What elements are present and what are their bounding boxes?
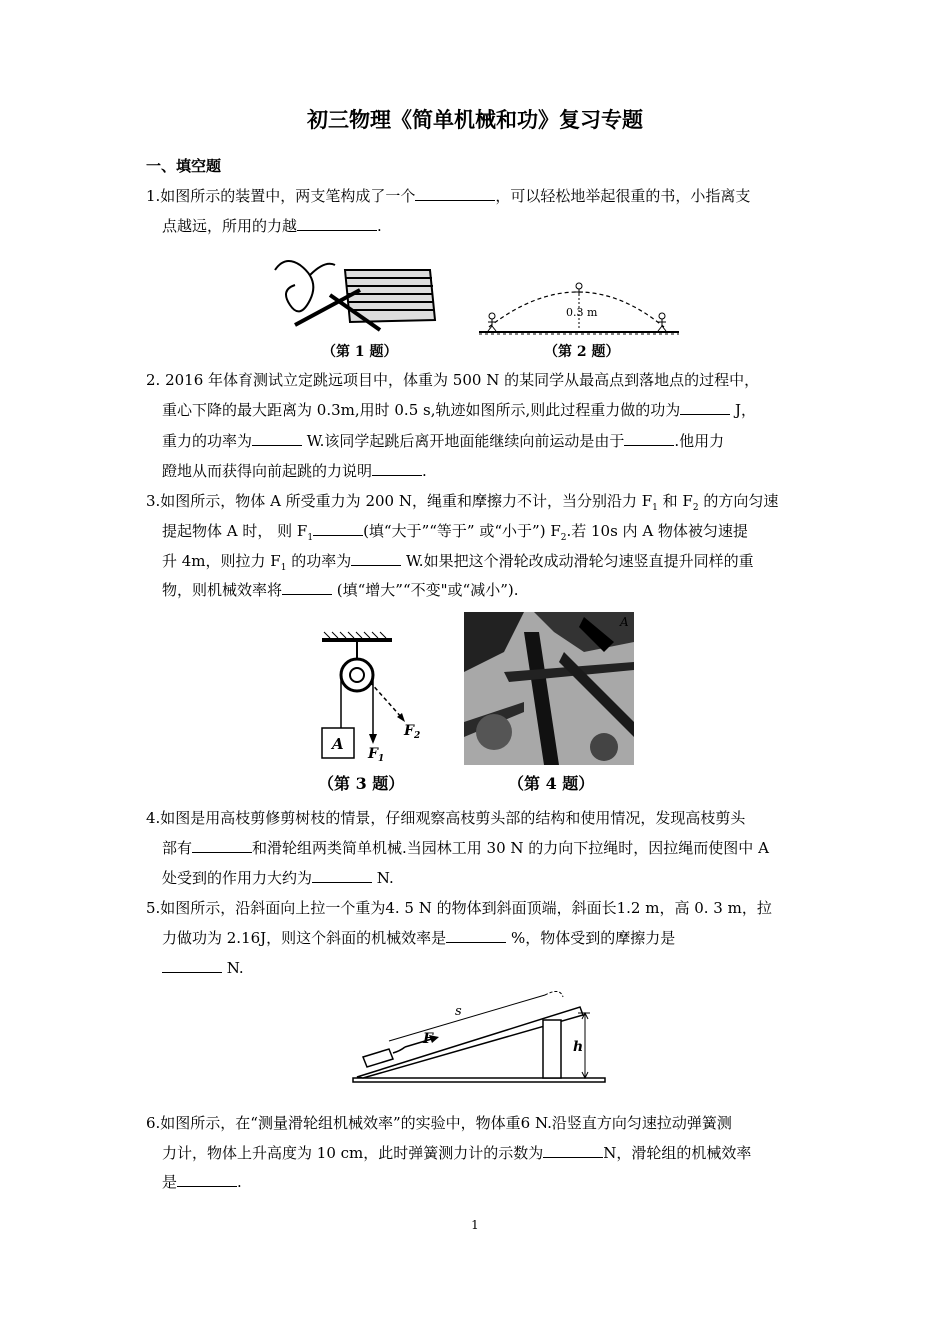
- answer-blank[interactable]: [624, 431, 674, 446]
- q6-line1: 6.如图所示，在“测量滑轮组机械效率”的实验中，物体重6 N.沿竖直方向匀速拉动弹簧测: [146, 1114, 732, 1132]
- answer-blank[interactable]: [372, 461, 422, 476]
- figure-4-label: A: [620, 615, 629, 629]
- answer-blank[interactable]: [313, 521, 363, 536]
- answer-blank[interactable]: [415, 186, 495, 201]
- q2-line2: 重心下降的最大距离为 0.3m,用时 0.5 s,轨迹如图所示,则此过程重力做的功为 J，: [162, 401, 757, 419]
- q3-line2: 提起物体 A 时， 则 $F_1$ (填“大于”“等于” 或“小于”) $F_2$.若 10s 内 A 物体被匀速提: [162, 522, 748, 543]
- figure-4-tree-pruner-photo: [464, 612, 634, 765]
- figure-4-caption: （第 4 题）: [508, 774, 595, 793]
- answer-blank[interactable]: [162, 958, 222, 973]
- figure-2-jump-trajectory: [474, 272, 684, 337]
- q1-line2: 点越远，所用的力越 .: [162, 217, 382, 235]
- q3-line3: 升 4m，则拉力 $F_1$ 的功率为 W.如果把这个滑轮改成动滑轮匀速竖直提升同样的重: [162, 552, 754, 573]
- q5-line2: 力做功为 2.16J，则这个斜面的机械效率是 %，物体受到的摩擦力是: [162, 929, 676, 947]
- q3-line1: 3.如图所示，物体 A 所受重力为 200 N，绳重和摩擦力不计，当分别沿力 $F_1$ 和 $F_2$ 的方向匀速: [146, 492, 779, 513]
- answer-blank[interactable]: [282, 580, 332, 595]
- q4-line1: 4.如图是用高枝剪修剪树枝的情景，仔细观察高枝剪头部的结构和使用情况，发现高枝剪头: [146, 809, 746, 827]
- q2-line1: 2. 2016 年体育测试立定跳远项目中，体重为 500 N 的某同学从最高点到落地点的过程中，: [146, 371, 760, 389]
- answer-blank[interactable]: [252, 431, 302, 446]
- q1-line1: 1.如图所示的装置中，两支笔构成了一个 ，可以轻松地举起很重的书，小指离支: [146, 187, 751, 205]
- figure-2-label: 0.3 m: [566, 306, 598, 319]
- answer-blank[interactable]: [446, 928, 506, 943]
- page-number: 1: [471, 1218, 479, 1232]
- answer-blank[interactable]: [312, 868, 372, 883]
- q6-line2: 力计，物体上升高度为 10 cm，此时弹簧测力计的示数为 N，滑轮组的机械效率: [162, 1144, 752, 1162]
- figure-3-caption: （第 3 题）: [318, 774, 405, 793]
- answer-blank[interactable]: [297, 216, 377, 231]
- answer-blank[interactable]: [192, 838, 252, 853]
- section-heading: 一、填空题: [146, 157, 222, 175]
- q2-line3: 重力的功率为 W.该同学起跳后离开地面能继续向前运动是由于 .他用力: [162, 432, 725, 450]
- answer-blank[interactable]: [177, 1172, 237, 1187]
- figure-5-s-label: s: [455, 1004, 462, 1019]
- q6-line3: 是 .: [162, 1173, 242, 1191]
- q3-line4: 物，则机械效率将 (填“增大”“不变"或“减小”).: [162, 581, 519, 599]
- figure-5-f-label: F: [423, 1031, 433, 1047]
- figure-3-block-label: A: [332, 735, 344, 753]
- q4-line3: 处受到的作用力大约为 N.: [162, 869, 394, 887]
- page-title: 初三物理《简单机械和功》复习专题: [307, 108, 643, 132]
- answer-blank[interactable]: [543, 1143, 603, 1158]
- figure-5-inclined-plane: [345, 985, 610, 1085]
- svg-text:F1: $F_1$: [368, 746, 385, 764]
- figure-1-pens-books: [270, 250, 445, 335]
- q4-line2: 部有 和滑轮组两类简单机械.当园林工用 30 N 的力向下拉绳时，因拉绳而使图中 A: [162, 839, 769, 857]
- q5-line1: 5.如图所示，沿斜面向上拉一个重为4. 5 N 的物体到斜面顶端，斜面长1.2 m，高 0. 3 m，拉: [146, 899, 772, 917]
- svg-text:F2: $F_2$: [404, 723, 421, 741]
- answer-blank[interactable]: [680, 400, 730, 415]
- figure-5-h-label: h: [573, 1039, 584, 1055]
- answer-blank[interactable]: [351, 551, 401, 566]
- q2-line4: 蹬地从而获得向前起跳的力说明 .: [162, 462, 427, 480]
- figure-1-caption: （第 1 题）: [322, 344, 398, 360]
- q5-line3: N.: [162, 958, 244, 978]
- figure-2-caption: （第 2 题）: [544, 344, 620, 360]
- figure-3-pulley: [312, 630, 432, 765]
